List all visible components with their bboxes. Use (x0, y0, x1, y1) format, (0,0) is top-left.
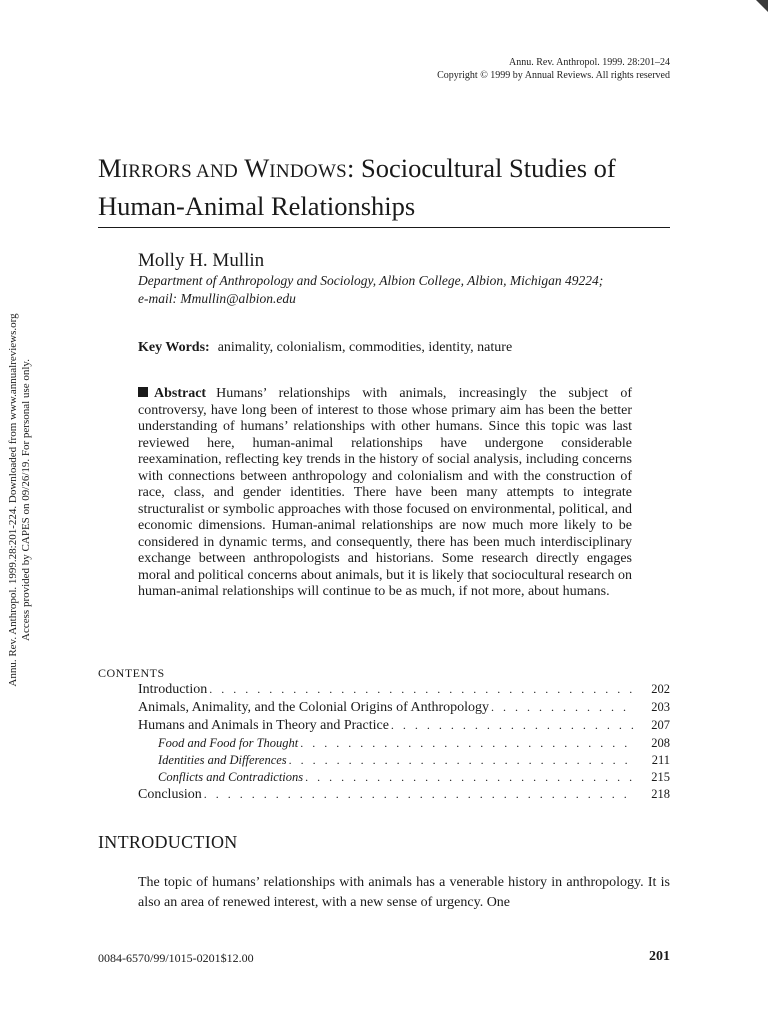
toc-subentry-title: Conflicts and Contradictions (158, 770, 304, 784)
toc-entry[interactable] (98, 682, 670, 700)
toc-leader-dots (209, 682, 634, 697)
section-heading: INTRODUCTION (98, 832, 238, 852)
title-initial-w: W (238, 153, 270, 183)
affiliation-line-1: Department of Anthropology and Sociology, Albion College, Albion, Michigan 49224; (138, 273, 604, 288)
toc-entry-page: 202 (651, 682, 670, 696)
author-name: Molly H. Mullin (138, 250, 265, 271)
toc-subentry-page: 211 (651, 753, 670, 767)
toc-entry-title: Humans and Animals in Theory and Practice (138, 718, 389, 733)
side-note-line-2: Access provided by CAPES on 09/26/19. For personal use only. (20, 359, 32, 641)
toc-leader-dots (391, 718, 634, 733)
page-corner-mark (756, 0, 768, 12)
toc-leader-dots (491, 700, 634, 715)
copyright-notice: Copyright © 1999 by Annual Reviews. All rights reserved (437, 70, 670, 81)
toc-subentry[interactable] (98, 753, 670, 770)
toc-subentry-page: 215 (651, 770, 670, 784)
toc-entry-page: 207 (651, 718, 670, 732)
contents-heading: CONTENTS (98, 666, 165, 680)
abstract-label: Abstract (154, 386, 207, 401)
toc-subentry-title: Food and Food for Thought (158, 736, 299, 750)
toc-entry[interactable] (98, 787, 670, 805)
toc-leader-dots (289, 753, 634, 768)
abstract-text: Humans’ relationships with animals, increasingly the subject of controversy, have long been of interest to those whose primary aim has been the better understanding of humans’ relationships with other humans. Since this topic was last reviewed here, human-animal relationships have undergone considerable reexamination, reflecting key trends in the history of social analysis, including concerns with connections between anthropology and colonialism and with the construction of race, class, and gender identities. There have been many attempts to integrate structuralist or symbolic approaches with those focused on environmental, political, and economic dimensions. Human-animal relationships are now much more likely to be considered in dynamic terms, and consequently, there has been much interdisciplinary exchange between anthropologists and historians. Some research directly engages moral and political concerns about animals, but it is likely that sociocultural research on human-animal relationships will continue to be as much, if not more, about humans. (138, 386, 632, 599)
page-number: 201 (649, 949, 670, 964)
side-note-line-1: Annu. Rev. Anthropol. 1999.28:201-224. Downloaded from www.annualreviews.org (7, 313, 19, 687)
journal-citation: Annu. Rev. Anthropol. 1999. 28:201–24 (508, 57, 670, 68)
toc-entry-page: 218 (651, 787, 670, 801)
affiliation-email: e-mail: Mmullin@albion.edu (138, 291, 296, 306)
toc-entry-title: Conclusion (138, 787, 202, 802)
abstract-square-icon (138, 387, 148, 397)
toc-subentry-page: 208 (651, 736, 670, 750)
title-main: Sociocultural Studies of Human-Animal Relationships (98, 153, 616, 221)
toc-subentry-title: Identities and Differences (158, 753, 287, 767)
toc-entry-page: 203 (651, 700, 670, 714)
toc-entry-title: Introduction (138, 682, 208, 697)
body-paragraph: The topic of humans’ relationships with animals has a venerable history in anthropology. It is also an area of renewed interest, with a new sense of urgency. One (138, 875, 670, 910)
title-smallcaps-1: IRRORS AND (121, 161, 239, 182)
author-affiliation (138, 272, 678, 308)
keywords-label: Key Words: (138, 340, 210, 355)
toc-subentry[interactable] (98, 770, 670, 787)
toc-entry-title: Animals, Animality, and the Colonial Origins of Anthropology (138, 700, 490, 715)
toc-leader-dots (204, 787, 634, 802)
title-initial-m: M (98, 153, 122, 183)
toc-entry[interactable] (98, 700, 670, 718)
title-smallcaps-2: INDOWS (269, 161, 348, 182)
toc-subentry[interactable] (98, 736, 670, 753)
side-note-rotated (7, 280, 33, 720)
toc-leader-dots (300, 736, 634, 751)
toc-entry[interactable] (98, 718, 670, 736)
keywords (138, 339, 512, 357)
download-side-note (0, 0, 40, 1024)
abstract (138, 386, 632, 601)
journal-header (437, 56, 670, 82)
keywords-value: animality, colonialism, commodities, identity, nature (217, 340, 513, 355)
table-of-contents (98, 682, 670, 805)
title-colon: : (347, 153, 355, 183)
article-title (98, 151, 670, 228)
toc-leader-dots (305, 770, 634, 785)
footer-issn-code: 0084-6570/99/1015-0201$12.00 (98, 951, 254, 965)
